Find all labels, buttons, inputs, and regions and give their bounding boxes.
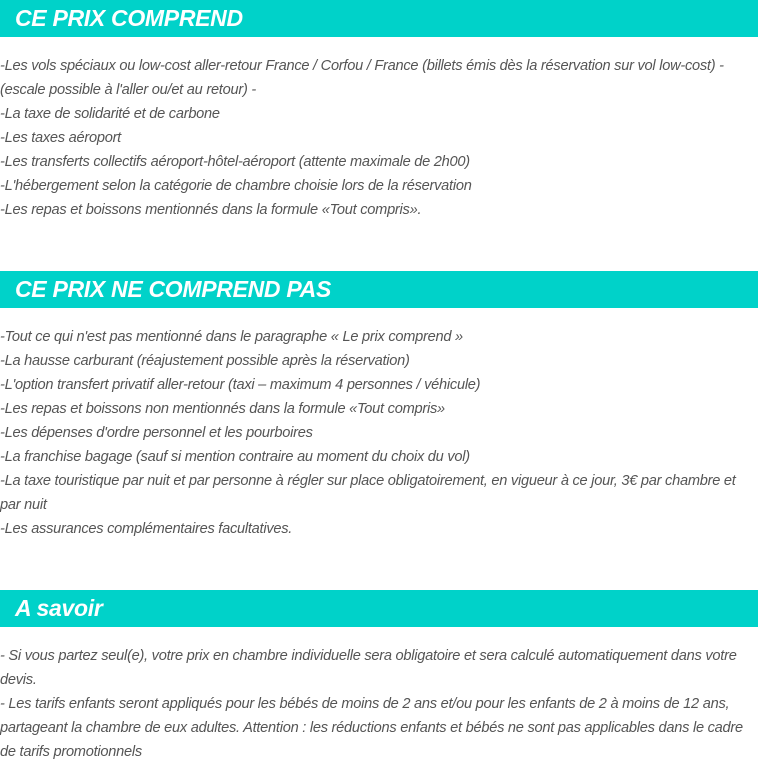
list-item: -Les transferts collectifs aéroport-hôtel-aéroport (attente maximale de 2h00)	[0, 154, 470, 170]
list-item: -Tout ce qui n'est pas mentionné dans le paragraphe « Le prix comprend »	[0, 329, 463, 345]
section-header-a-savoir	[0, 590, 758, 627]
included-list	[0, 54, 758, 222]
a-savoir-list	[0, 644, 758, 764]
list-item: -Les vols spéciaux ou low-cost aller-retour France / Corfou / France (billets émis dès la réservation sur vol low-cost) - (escale possible à l'aller ou/et au retour) -	[0, 58, 724, 98]
not-included-list	[0, 325, 758, 541]
list-item: - Les tarifs enfants seront appliqués pour les bébés de moins de 2 ans et/ou pour les enfants de 2 à moins de 12 ans, partageant la chambre de eux adultes. Attention : les réductions enfants et bébés ne sont pas applicables dans le cadre de tarifs promotionnels	[0, 696, 743, 760]
list-item: -La franchise bagage (sauf si mention contraire au moment du choix du vol)	[0, 449, 470, 465]
list-item: -Les repas et boissons non mentionnés dans la formule «Tout compris»	[0, 401, 445, 417]
list-item: -Les assurances complémentaires facultatives.	[0, 521, 293, 537]
list-item: -Les dépenses d'ordre personnel et les pourboires	[0, 425, 313, 441]
section-title: CE PRIX COMPREND	[15, 5, 243, 31]
section-title: A savoir	[15, 595, 103, 621]
list-item: -L'option transfert privatif aller-retour (taxi – maximum 4 personnes / véhicule)	[0, 377, 481, 393]
section-header-included	[0, 0, 758, 37]
section-header-not-included	[0, 271, 758, 308]
list-item: -La taxe touristique par nuit et par personne à régler sur place obligatoirement, en vigueur à ce jour, 3€ par chambre et par nuit	[0, 473, 736, 513]
list-item: - Si vous partez seul(e), votre prix en chambre individuelle sera obligatoire et sera calculé automatiquement dans votre devis.	[0, 648, 737, 688]
list-item: -La taxe de solidarité et de carbone	[0, 106, 220, 122]
section-title: CE PRIX NE COMPREND PAS	[15, 276, 331, 302]
list-item: -Les repas et boissons mentionnés dans la formule «Tout compris».	[0, 202, 422, 218]
list-item: -La hausse carburant (réajustement possible après la réservation)	[0, 353, 410, 369]
list-item: -L'hébergement selon la catégorie de chambre choisie lors de la réservation	[0, 178, 472, 194]
list-item: -Les taxes aéroport	[0, 130, 121, 146]
